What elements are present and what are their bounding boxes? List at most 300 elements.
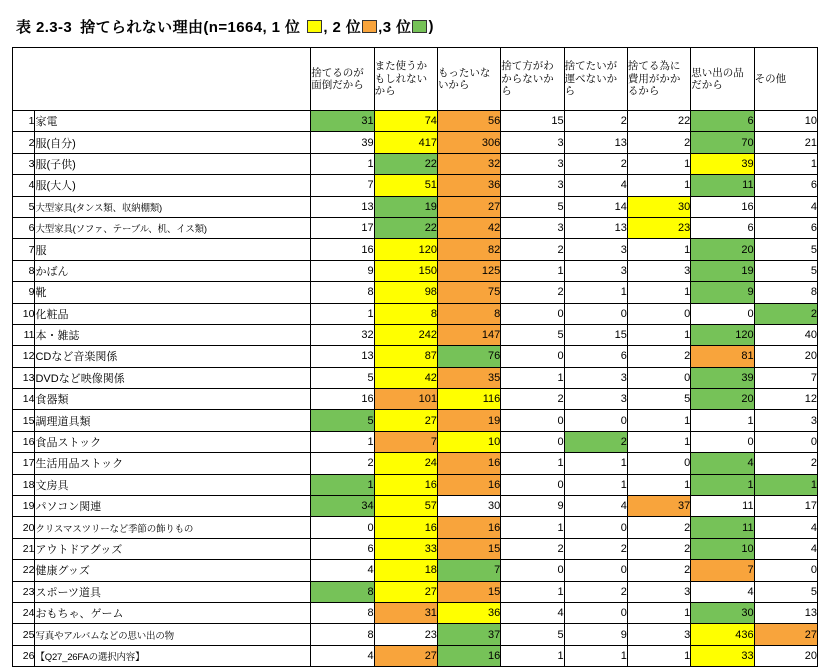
- header-col-4: 捨て方がわからないから: [501, 48, 564, 111]
- cell-value: 8: [311, 624, 374, 645]
- cell-value: 16: [311, 239, 374, 260]
- row-label: 服: [35, 239, 311, 260]
- header-col-6: 捨てる為に費用がかかるから: [627, 48, 690, 111]
- row-index: 18: [13, 474, 35, 495]
- cell-value: 1: [564, 282, 627, 303]
- cell-value: 0: [501, 410, 564, 431]
- cell-value: 23: [627, 217, 690, 238]
- cell-value: 6: [564, 346, 627, 367]
- cell-value: 8: [311, 602, 374, 623]
- cell-value: 2: [501, 282, 564, 303]
- table-row: [13, 538, 818, 559]
- cell-value: 98: [374, 282, 437, 303]
- row-index: 25: [13, 624, 35, 645]
- legend-rank3-swatch: [412, 20, 427, 33]
- cell-value: 5: [311, 367, 374, 388]
- cell-value: 0: [754, 560, 817, 581]
- cell-value: 76: [437, 346, 500, 367]
- row-label: 生活用品ストック: [35, 453, 311, 474]
- row-index: 17: [13, 453, 35, 474]
- cell-value: 2: [627, 560, 690, 581]
- row-index: 8: [13, 260, 35, 281]
- cell-value: 1: [627, 175, 690, 196]
- cell-value: 11: [691, 517, 754, 538]
- row-label: パソコン関連: [35, 496, 311, 517]
- cell-value: 75: [437, 282, 500, 303]
- row-index: 20: [13, 517, 35, 538]
- cell-value: 101: [374, 389, 437, 410]
- cell-value: 120: [691, 324, 754, 345]
- cell-value: 30: [691, 602, 754, 623]
- cell-value: 12: [754, 389, 817, 410]
- cell-value: 7: [437, 560, 500, 581]
- cell-value: 2: [754, 453, 817, 474]
- cell-value: 19: [691, 260, 754, 281]
- cell-value: 3: [501, 153, 564, 174]
- cell-value: 15: [437, 538, 500, 559]
- header-col-5: 捨てたいが運べないから: [564, 48, 627, 111]
- header-corner: [13, 48, 311, 111]
- cell-value: 6: [691, 111, 754, 132]
- cell-value: 10: [691, 538, 754, 559]
- cell-value: 37: [437, 624, 500, 645]
- cell-value: 17: [754, 496, 817, 517]
- title-mid1: , 2 位: [323, 19, 362, 36]
- cell-value: 0: [564, 560, 627, 581]
- cell-value: 10: [754, 111, 817, 132]
- cell-value: 20: [691, 239, 754, 260]
- cell-value: 306: [437, 132, 500, 153]
- cell-value: 1: [311, 474, 374, 495]
- row-index: 1: [13, 111, 35, 132]
- row-label: かばん: [35, 260, 311, 281]
- cell-value: 7: [754, 367, 817, 388]
- cell-value: 36: [437, 175, 500, 196]
- cell-value: 16: [437, 474, 500, 495]
- cell-value: 30: [437, 496, 500, 517]
- cell-value: 1: [501, 517, 564, 538]
- cell-value: 0: [501, 560, 564, 581]
- cell-value: 3: [564, 367, 627, 388]
- cell-value: 11: [691, 496, 754, 517]
- cell-value: 2: [627, 538, 690, 559]
- cell-value: 120: [374, 239, 437, 260]
- cell-value: 4: [501, 602, 564, 623]
- header-col-2: また使うかもしれないから: [374, 48, 437, 111]
- cell-value: 19: [374, 196, 437, 217]
- cell-value: 23: [374, 624, 437, 645]
- legend-rank1-swatch: [307, 20, 322, 33]
- cell-value: 20: [754, 645, 817, 666]
- cell-value: 2: [501, 389, 564, 410]
- cell-value: 0: [627, 367, 690, 388]
- header-col-8: その他: [754, 48, 817, 111]
- cell-value: 17: [311, 217, 374, 238]
- cell-value: 21: [754, 132, 817, 153]
- cell-value: 1: [564, 474, 627, 495]
- row-index: 9: [13, 282, 35, 303]
- cell-value: 31: [311, 111, 374, 132]
- cell-value: 19: [437, 410, 500, 431]
- row-index: 3: [13, 153, 35, 174]
- cell-value: 0: [627, 453, 690, 474]
- cell-value: 16: [691, 196, 754, 217]
- cell-value: 3: [754, 410, 817, 431]
- reasons-table: [12, 47, 818, 667]
- cell-value: 1: [627, 282, 690, 303]
- cell-value: 3: [501, 132, 564, 153]
- cell-value: 20: [754, 346, 817, 367]
- table-row: [13, 602, 818, 623]
- row-label: 文房具: [35, 474, 311, 495]
- cell-value: 1: [754, 474, 817, 495]
- cell-value: 56: [437, 111, 500, 132]
- row-index: 13: [13, 367, 35, 388]
- cell-value: 0: [501, 303, 564, 324]
- cell-value: 1: [501, 581, 564, 602]
- cell-value: 14: [564, 196, 627, 217]
- cell-value: 36: [437, 602, 500, 623]
- table-body: [13, 111, 818, 667]
- cell-value: 1: [627, 474, 690, 495]
- table-row: [13, 560, 818, 581]
- cell-value: 1: [564, 645, 627, 666]
- cell-value: 116: [437, 389, 500, 410]
- cell-value: 22: [627, 111, 690, 132]
- row-label: 靴: [35, 282, 311, 303]
- cell-value: 1: [627, 239, 690, 260]
- cell-value: 15: [501, 111, 564, 132]
- row-label: 服(子供): [35, 153, 311, 174]
- cell-value: 70: [691, 132, 754, 153]
- cell-value: 33: [691, 645, 754, 666]
- cell-value: 8: [754, 282, 817, 303]
- cell-value: 0: [564, 410, 627, 431]
- table-row: [13, 645, 818, 666]
- table-row: [13, 431, 818, 452]
- cell-value: 0: [691, 431, 754, 452]
- cell-value: 27: [374, 581, 437, 602]
- cell-value: 417: [374, 132, 437, 153]
- cell-value: 3: [627, 624, 690, 645]
- table-row: [13, 496, 818, 517]
- cell-value: 3: [564, 239, 627, 260]
- cell-value: 27: [374, 410, 437, 431]
- row-index: 15: [13, 410, 35, 431]
- row-label: 健康グッズ: [35, 560, 311, 581]
- cell-value: 11: [691, 175, 754, 196]
- cell-value: 32: [437, 153, 500, 174]
- cell-value: 3: [501, 175, 564, 196]
- table-row: [13, 346, 818, 367]
- cell-value: 81: [691, 346, 754, 367]
- cell-value: 4: [564, 175, 627, 196]
- cell-value: 0: [627, 303, 690, 324]
- cell-value: 2: [564, 431, 627, 452]
- cell-value: 3: [501, 217, 564, 238]
- table-row: [13, 132, 818, 153]
- cell-value: 6: [311, 538, 374, 559]
- header-col-1: 捨てるのが面倒だから: [311, 48, 374, 111]
- cell-value: 20: [691, 389, 754, 410]
- row-index: 10: [13, 303, 35, 324]
- title-text: 捨てられない理由(n=1664, 1 位: [80, 19, 301, 36]
- cell-value: 1: [691, 410, 754, 431]
- cell-value: 16: [437, 453, 500, 474]
- row-index: 5: [13, 196, 35, 217]
- cell-value: 125: [437, 260, 500, 281]
- cell-value: 10: [437, 431, 500, 452]
- cell-value: 8: [311, 581, 374, 602]
- cell-value: 1: [627, 431, 690, 452]
- row-index: 2: [13, 132, 35, 153]
- row-index: 6: [13, 217, 35, 238]
- title-suffix: ): [428, 18, 434, 35]
- table-row: [13, 303, 818, 324]
- cell-value: 1: [564, 453, 627, 474]
- cell-value: 1: [501, 453, 564, 474]
- row-index: 12: [13, 346, 35, 367]
- cell-value: 3: [564, 260, 627, 281]
- row-label: CDなど音楽関係: [35, 346, 311, 367]
- cell-value: 1: [501, 260, 564, 281]
- cell-value: 4: [691, 453, 754, 474]
- cell-value: 30: [627, 196, 690, 217]
- cell-value: 27: [437, 196, 500, 217]
- cell-value: 7: [374, 431, 437, 452]
- table-row: [13, 217, 818, 238]
- table-row: [13, 624, 818, 645]
- cell-value: 436: [691, 624, 754, 645]
- cell-value: 39: [691, 367, 754, 388]
- cell-value: 6: [691, 217, 754, 238]
- row-index: 11: [13, 324, 35, 345]
- cell-value: 18: [374, 560, 437, 581]
- cell-value: 1: [311, 153, 374, 174]
- cell-value: 13: [564, 132, 627, 153]
- cell-value: 40: [754, 324, 817, 345]
- cell-value: 1: [627, 645, 690, 666]
- cell-value: 42: [374, 367, 437, 388]
- cell-value: 6: [754, 217, 817, 238]
- cell-value: 5: [501, 324, 564, 345]
- cell-value: 2: [501, 239, 564, 260]
- table-row: [13, 239, 818, 260]
- row-label: DVDなど映像関係: [35, 367, 311, 388]
- row-index: 4: [13, 175, 35, 196]
- page-title: [16, 16, 818, 37]
- table-row: [13, 581, 818, 602]
- legend-rank2-swatch: [362, 20, 377, 33]
- cell-value: 0: [501, 346, 564, 367]
- cell-value: 15: [564, 324, 627, 345]
- cell-value: 16: [374, 517, 437, 538]
- row-index: 26: [13, 645, 35, 666]
- cell-value: 0: [691, 303, 754, 324]
- cell-value: 16: [311, 389, 374, 410]
- row-index: 19: [13, 496, 35, 517]
- cell-value: 242: [374, 324, 437, 345]
- cell-value: 13: [754, 602, 817, 623]
- row-index: 24: [13, 602, 35, 623]
- cell-value: 4: [691, 581, 754, 602]
- cell-value: 0: [501, 431, 564, 452]
- cell-value: 5: [501, 624, 564, 645]
- cell-value: 5: [627, 389, 690, 410]
- row-label: 【Q27_26FAの選択内容】: [35, 645, 311, 666]
- cell-value: 51: [374, 175, 437, 196]
- cell-value: 35: [437, 367, 500, 388]
- cell-value: 4: [311, 645, 374, 666]
- cell-value: 5: [754, 581, 817, 602]
- cell-value: 3: [627, 260, 690, 281]
- row-label: クリスマスツリーなど季節の飾りもの: [35, 517, 311, 538]
- cell-value: 1: [754, 153, 817, 174]
- title-mid2: ,3 位: [378, 19, 412, 36]
- cell-value: 4: [754, 196, 817, 217]
- row-index: 14: [13, 389, 35, 410]
- cell-value: 0: [564, 517, 627, 538]
- cell-value: 5: [501, 196, 564, 217]
- title-number: 表 2.3-3: [16, 19, 73, 36]
- row-label: 本・雑誌: [35, 324, 311, 345]
- row-label: アウトドアグッズ: [35, 538, 311, 559]
- cell-value: 5: [311, 410, 374, 431]
- cell-value: 1: [311, 431, 374, 452]
- cell-value: 24: [374, 453, 437, 474]
- table-row: [13, 196, 818, 217]
- row-label: 家電: [35, 111, 311, 132]
- cell-value: 2: [564, 153, 627, 174]
- cell-value: 1: [627, 602, 690, 623]
- cell-value: 2: [627, 132, 690, 153]
- cell-value: 27: [374, 645, 437, 666]
- table-row: [13, 517, 818, 538]
- cell-value: 1: [311, 303, 374, 324]
- cell-value: 4: [311, 560, 374, 581]
- cell-value: 147: [437, 324, 500, 345]
- row-label: 服(大人): [35, 175, 311, 196]
- row-label: 食品ストック: [35, 431, 311, 452]
- cell-value: 8: [311, 282, 374, 303]
- cell-value: 16: [374, 474, 437, 495]
- cell-value: 150: [374, 260, 437, 281]
- cell-value: 3: [627, 581, 690, 602]
- cell-value: 4: [754, 538, 817, 559]
- cell-value: 2: [564, 581, 627, 602]
- cell-value: 2: [627, 517, 690, 538]
- cell-value: 4: [564, 496, 627, 517]
- cell-value: 27: [754, 624, 817, 645]
- cell-value: 0: [564, 602, 627, 623]
- table-row: [13, 153, 818, 174]
- table-row: [13, 111, 818, 132]
- cell-value: 33: [374, 538, 437, 559]
- row-label: 大型家具(ソファ、テーブル、机、イス類): [35, 217, 311, 238]
- cell-value: 9: [564, 624, 627, 645]
- cell-value: 13: [311, 196, 374, 217]
- row-label: 化粧品: [35, 303, 311, 324]
- cell-value: 22: [374, 217, 437, 238]
- cell-value: 9: [501, 496, 564, 517]
- table-row: [13, 175, 818, 196]
- table-header: [13, 48, 818, 111]
- table-row: [13, 260, 818, 281]
- cell-value: 15: [437, 581, 500, 602]
- cell-value: 2: [754, 303, 817, 324]
- table-row: [13, 410, 818, 431]
- cell-value: 1: [627, 324, 690, 345]
- cell-value: 87: [374, 346, 437, 367]
- row-index: 23: [13, 581, 35, 602]
- cell-value: 2: [627, 346, 690, 367]
- row-label: おもちゃ、ゲーム: [35, 602, 311, 623]
- cell-value: 1: [627, 153, 690, 174]
- cell-value: 82: [437, 239, 500, 260]
- cell-value: 0: [754, 431, 817, 452]
- cell-value: 31: [374, 602, 437, 623]
- header-col-7: 思い出の品だから: [691, 48, 754, 111]
- table-row: [13, 282, 818, 303]
- cell-value: 74: [374, 111, 437, 132]
- cell-value: 34: [311, 496, 374, 517]
- cell-value: 39: [311, 132, 374, 153]
- cell-value: 9: [691, 282, 754, 303]
- cell-value: 37: [627, 496, 690, 517]
- row-label: スポーツ道具: [35, 581, 311, 602]
- table-row: [13, 389, 818, 410]
- cell-value: 0: [501, 474, 564, 495]
- cell-value: 0: [311, 517, 374, 538]
- table-row: [13, 367, 818, 388]
- cell-value: 8: [374, 303, 437, 324]
- cell-value: 5: [754, 260, 817, 281]
- cell-value: 2: [564, 538, 627, 559]
- cell-value: 42: [437, 217, 500, 238]
- cell-value: 0: [564, 303, 627, 324]
- cell-value: 16: [437, 517, 500, 538]
- cell-value: 1: [691, 474, 754, 495]
- table-row: [13, 453, 818, 474]
- cell-value: 7: [691, 560, 754, 581]
- cell-value: 57: [374, 496, 437, 517]
- cell-value: 3: [564, 389, 627, 410]
- row-label: 調理道具類: [35, 410, 311, 431]
- cell-value: 9: [311, 260, 374, 281]
- cell-value: 1: [501, 645, 564, 666]
- row-index: 22: [13, 560, 35, 581]
- cell-value: 7: [311, 175, 374, 196]
- cell-value: 8: [437, 303, 500, 324]
- cell-value: 32: [311, 324, 374, 345]
- row-label: 服(自分): [35, 132, 311, 153]
- cell-value: 4: [754, 517, 817, 538]
- cell-value: 13: [564, 217, 627, 238]
- row-label: 食器類: [35, 389, 311, 410]
- row-label: 大型家具(タンス類、収納棚類): [35, 196, 311, 217]
- table-row: [13, 324, 818, 345]
- row-index: 7: [13, 239, 35, 260]
- cell-value: 6: [754, 175, 817, 196]
- cell-value: 2: [564, 111, 627, 132]
- table-row: [13, 474, 818, 495]
- row-label: 写真やアルバムなどの思い出の物: [35, 624, 311, 645]
- cell-value: 22: [374, 153, 437, 174]
- row-index: 16: [13, 431, 35, 452]
- row-index: 21: [13, 538, 35, 559]
- cell-value: 1: [501, 367, 564, 388]
- header-col-3: もったいないから: [437, 48, 500, 111]
